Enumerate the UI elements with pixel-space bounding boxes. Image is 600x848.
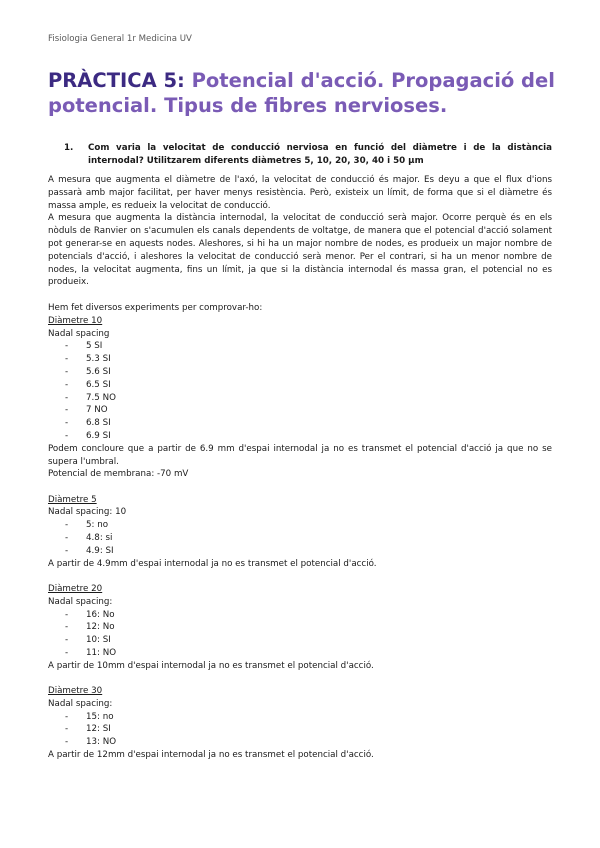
- section-diametre-10: [48, 315, 552, 481]
- section-diametre-30: [48, 685, 552, 762]
- spacing-label: Nadal spacing: 10: [48, 507, 127, 518]
- list-item: - 5.6 SI: [65, 366, 111, 377]
- list-item: - 5.3 SI: [65, 354, 111, 365]
- conclusion-text: A partir de 10mm d'espai internodal ja no es transmet el potencial d'acció.: [48, 660, 374, 671]
- list-item: - 4.8: si: [65, 533, 113, 544]
- list-item: - 11: NO: [65, 647, 117, 658]
- spacing-label: Nadal spacing:: [48, 698, 113, 709]
- question-1: [64, 142, 552, 168]
- paragraph-diameter: A mesura que augmenta el diàmetre de l'axó, la velocitat de conducció és major. Es deyu a que el flux d'ions passarà amb major facilitat, per haver menys resistència. Però, existeix un límit, de forma que si el diàmetre és massa ample, es redueix la velocitat de conducció.: [48, 175, 552, 211]
- intro-text: Hem fet diversos experiments per comprovar-ho:: [48, 302, 263, 313]
- section-heading: Diàmetre 20: [48, 583, 103, 594]
- list-item: - 15: no: [65, 711, 114, 722]
- question-text: Com varia la velocitat de conducció nerviosa en funció del diàmetre i de la distància internodal? Utilitzarem diferents diàmetres 5, 10, 20, 30, 40 i 50 μm: [88, 143, 552, 166]
- conclusion-text: A partir de 4.9mm d'espai internodal ja no es transmet el potencial d'acció.: [48, 558, 377, 569]
- section-diametre-20: [48, 583, 552, 673]
- spacing-list: [48, 519, 552, 557]
- title-text: Potencial d'acció. Propagació del potencial. Tipus de fibres nervioses.: [48, 69, 555, 117]
- list-item: - 12: No: [65, 622, 115, 633]
- section-heading: Diàmetre 30: [48, 685, 103, 696]
- section-heading: Diàmetre 10: [48, 315, 103, 326]
- conclusion-text: A partir de 12mm d'espai internodal ja no es transmet el potencial d'acció.: [48, 749, 374, 760]
- section-heading: Diàmetre 5: [48, 494, 97, 505]
- list-item: - 6.9 SI: [65, 430, 111, 441]
- spacing-label: Nadal spacing:: [48, 596, 113, 607]
- title-prefix: PRÀCTICA 5:: [48, 69, 185, 92]
- spacing-label: Nadal spacing: [48, 328, 110, 339]
- list-item: - 6.8 SI: [65, 418, 111, 429]
- section-diametre-5: [48, 494, 552, 571]
- list-item: - 7 NO: [65, 405, 108, 416]
- question-number: 1.: [64, 143, 74, 153]
- list-item: - 12: SI: [65, 724, 111, 735]
- list-item: - 10: SI: [65, 635, 111, 646]
- document-body: [48, 174, 552, 762]
- paragraph-internodal: A mesura que augmenta la distància internodal, la velocitat de conducció serà major. Ocorre perquè és en els nòduls de Ranvier on s'acumulen els canals dependents de voltatge, de manera que el potencial d'acció solament pot generar-se en aquests nodes. Aleshores, si hi ha un major nombre de nodes, es produeix un major nombre de potencials d'acció, i aleshores la velocitat de conducció serà menor. Per el contrari, si ha un menor nombre de nodes, la velocitat augmenta, fins un límit, ja que si la distància internodal és massa gran, el potencial no es produeix.: [48, 213, 552, 288]
- list-item: - 5 SI: [65, 341, 103, 352]
- spacing-list: [48, 711, 552, 749]
- list-item: - 4.9: SI: [65, 545, 114, 556]
- page-title: [48, 68, 568, 118]
- list-item: - 13: NO: [65, 737, 117, 748]
- list-item: - 6.5 SI: [65, 379, 111, 390]
- page-header: Fisiologia General 1r Medicina UV: [48, 34, 192, 44]
- conclusion-text: Podem concloure que a partir de 6.9 mm d'espai internodal ja no es transmet el potencial d'acció ja que no se supera l'umbral.: [48, 443, 552, 467]
- spacing-list: [48, 609, 552, 660]
- membrane-potential: Potencial de membrana: -70 mV: [48, 469, 189, 480]
- list-item: - 7.5 NO: [65, 392, 116, 403]
- list-item: - 5: no: [65, 520, 109, 531]
- spacing-list: [48, 340, 552, 442]
- list-item: - 16: No: [65, 609, 115, 620]
